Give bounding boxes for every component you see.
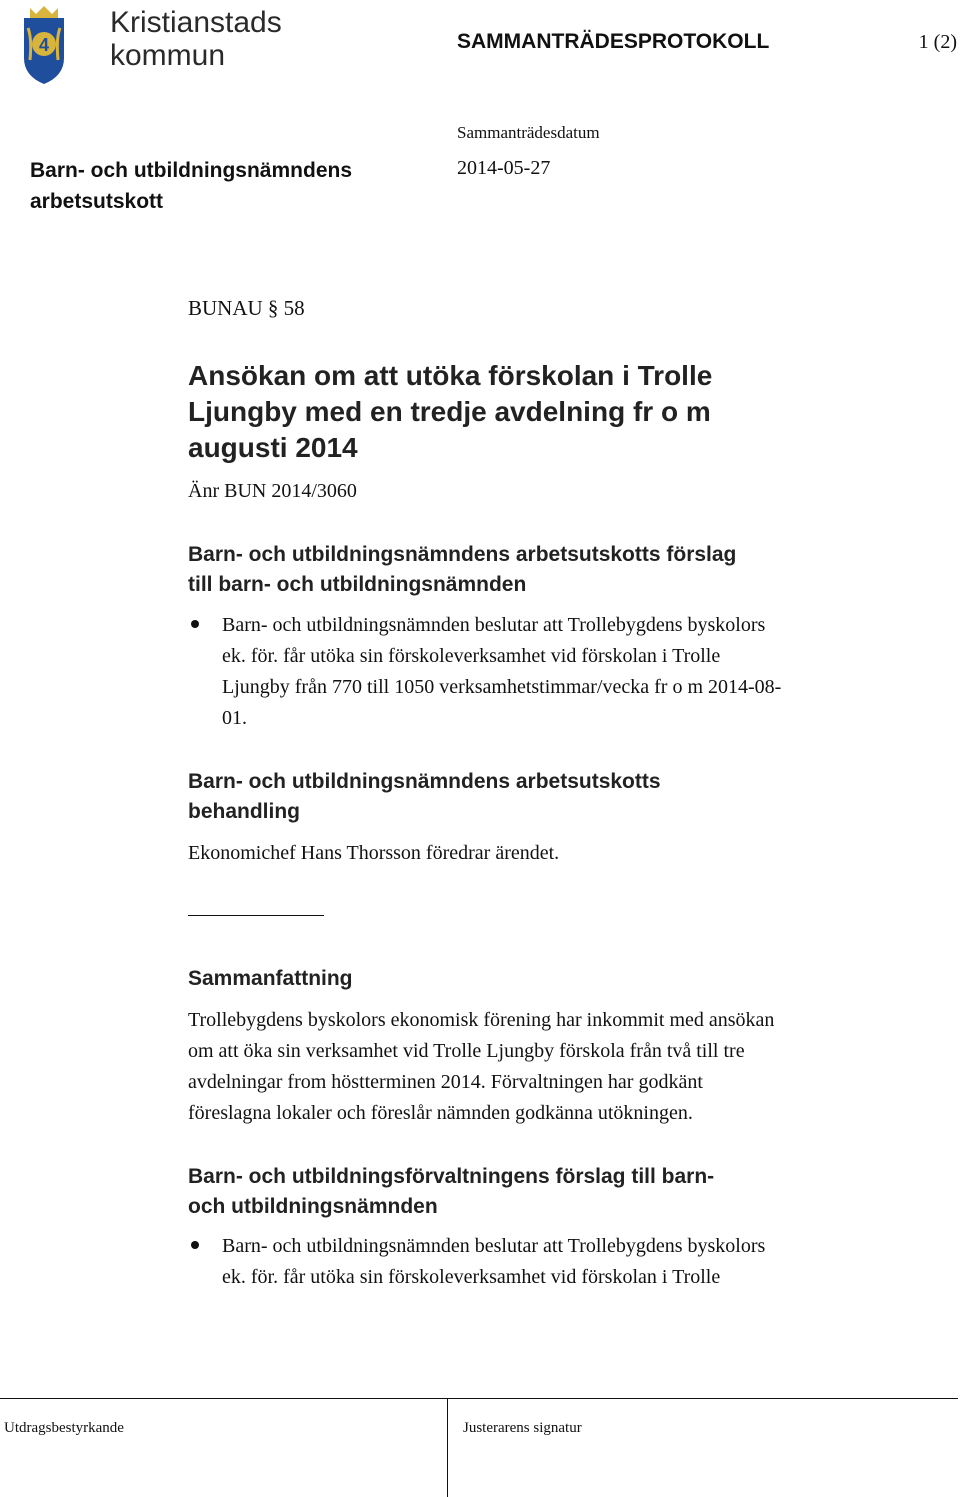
document-type: SAMMANTRÄDESPROTOKOLL (457, 30, 770, 53)
certification-label: Utdragsbestyrkande (4, 1420, 124, 1436)
adjuster-signature-label: Justerarens signatur (463, 1420, 582, 1436)
case-number: Änr BUN 2014/3060 (188, 480, 357, 502)
heading-line1: Barn- och utbildningsnämndens arbetsutskotts (188, 770, 661, 793)
heading-line2: till barn- och utbildningsnämnden (188, 573, 527, 596)
heading-line1: Barn- och utbildningsnämndens arbetsutskotts förslag (188, 543, 737, 566)
page-title (188, 358, 828, 466)
summary-line4: föreslagna lokaler och föreslår nämnden godkänna utökningen. (188, 1102, 693, 1124)
section-heading-committee-handling (188, 767, 808, 827)
footer-column-divider (447, 1398, 448, 1497)
handling-text: Ekonomichef Hans Thorsson föredrar ärendet. (188, 842, 560, 864)
list-item (188, 1231, 888, 1293)
section-heading-committee-proposal (188, 540, 888, 600)
bullet-line3: Ljungby från 770 till 1050 verksamhetstimmar/vecka fr o m 2014-08- (222, 676, 782, 698)
svg-text:4: 4 (38, 35, 50, 55)
committee-name (30, 155, 430, 217)
heading-line2: behandling (188, 800, 300, 823)
title-line3: augusti 2014 (188, 432, 358, 463)
meeting-date-value: 2014-05-27 (457, 157, 551, 179)
title-line2: Ljungby med en tredje avdelning fr o m (188, 396, 711, 427)
title-line1: Ansökan om att utöka förskolan i Trolle (188, 360, 713, 391)
bullet-list (188, 610, 888, 734)
meeting-date-label: Sammanträdesdatum (457, 123, 600, 142)
bullet-line2: ek. för. får utöka sin förskoleverksamhet vid förskolan i Trolle (222, 645, 721, 667)
footer-divider-line (0, 1398, 958, 1399)
kristianstad-coat-of-arms-icon (20, 2, 68, 86)
org-name-line1: Kristianstads (110, 6, 282, 39)
heading-line1: Barn- och utbildningsförvaltningens förslag till barn- (188, 1165, 715, 1188)
bullet-line1: Barn- och utbildningsnämnden beslutar att Trollebygdens byskolors (222, 614, 766, 636)
bullet-line2: ek. för. får utöka sin förskoleverksamhet vid förskolan i Trolle (222, 1266, 721, 1288)
section-divider (188, 915, 324, 916)
bullet-icon (191, 1241, 199, 1249)
committee-name-line2: arbetsutskott (30, 190, 164, 213)
committee-name-line1: Barn- och utbildningsnämndens (30, 159, 353, 182)
page-number: 1 (2) (918, 31, 957, 53)
summary-text (188, 1005, 908, 1129)
section-heading-administration-proposal (188, 1162, 868, 1222)
paragraph-reference: BUNAU § 58 (188, 296, 305, 320)
bullet-icon (191, 620, 199, 628)
bullet-list (188, 1231, 888, 1293)
heading-line2: och utbildningsnämnden (188, 1195, 438, 1218)
bullet-line4: 01. (222, 707, 247, 729)
list-item (188, 610, 888, 734)
summary-line1: Trollebygdens byskolors ekonomisk förening har inkommit med ansökan (188, 1009, 775, 1031)
summary-line3: avdelningar from höstterminen 2014. Förvaltningen har godkänt (188, 1071, 703, 1093)
bullet-line1: Barn- och utbildningsnämnden beslutar att Trollebygdens byskolors (222, 1235, 766, 1257)
summary-line2: om att öka sin verksamhet vid Trolle Ljungby förskola från två till tre (188, 1040, 745, 1062)
section-heading-summary: Sammanfattning (188, 967, 353, 990)
org-name-line2: kommun (110, 39, 226, 72)
